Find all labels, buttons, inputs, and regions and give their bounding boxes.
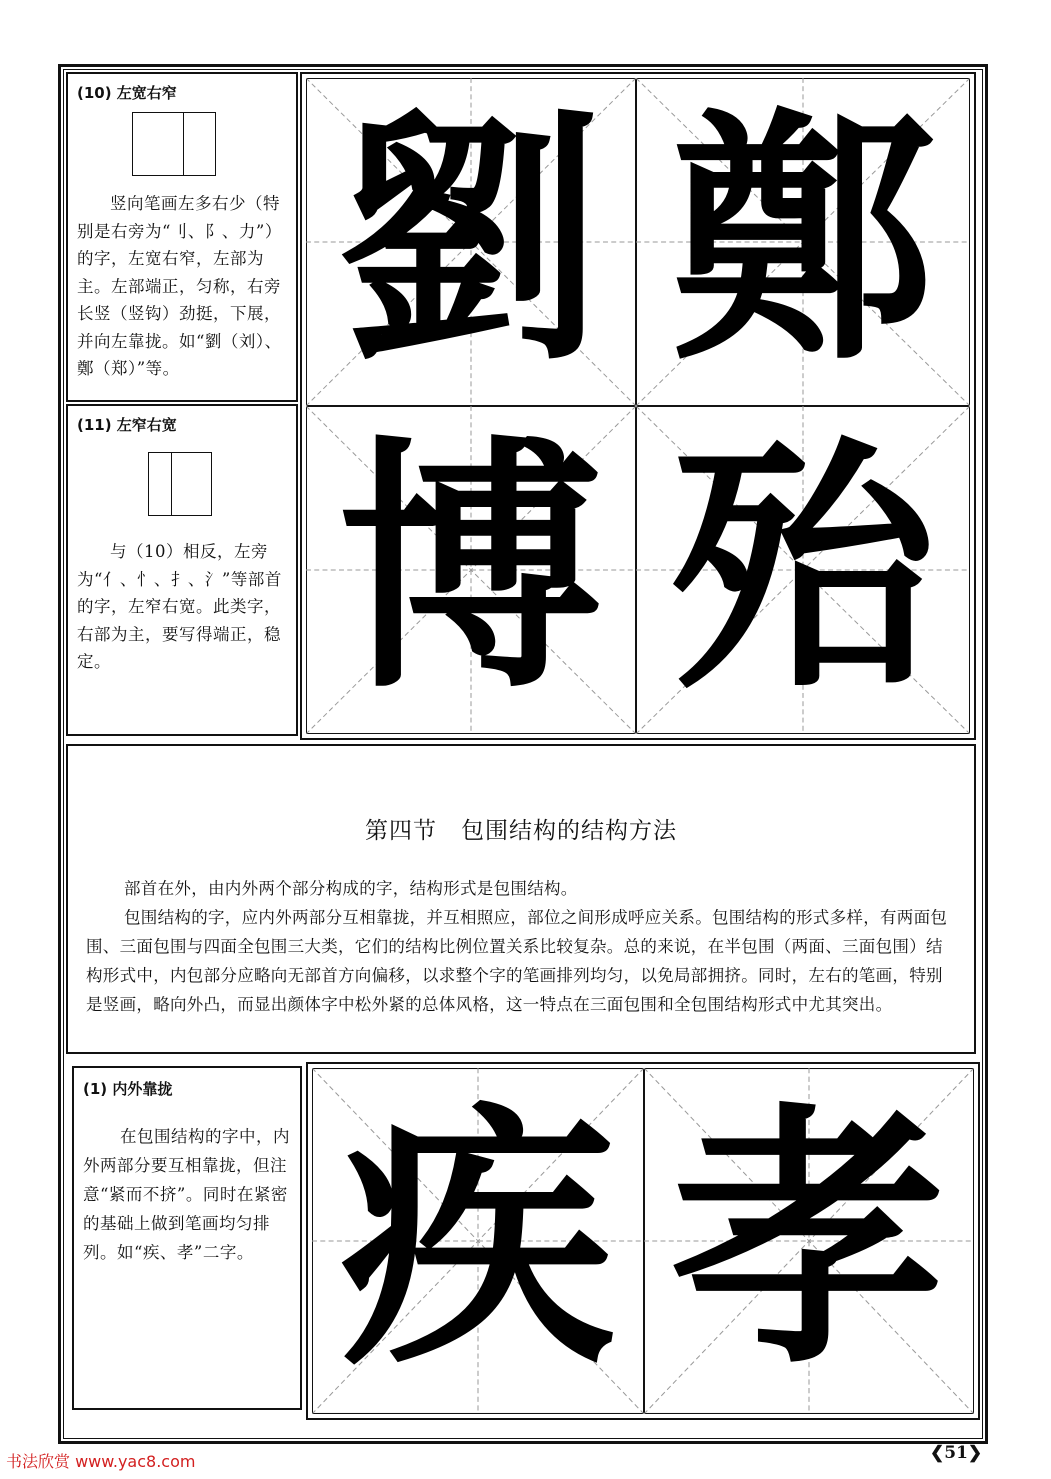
char-cell-1 [306,78,636,406]
bottom-character-grid [306,1062,980,1420]
section-11-box [66,404,298,736]
page-number-value: 51 [944,1443,968,1463]
left-wide-diagram [132,112,216,176]
page-number-left-mark: ❮ [930,1443,945,1463]
section-1-box [72,1066,302,1410]
section-1-text: 在包围结构的字中，内外两部分要互相靠拢，但注意“紧而不挤”。同时在紧密的基础上做到笔画均匀排列。如“疾、孝”二字。 [83,1127,290,1262]
top-character-grid [300,72,976,740]
section-1-heading: (1) 内外靠拢 [83,1080,173,1098]
page-number [930,1443,982,1463]
calligraphy-char-ji: 疾 [340,1080,616,1401]
calligraphy-char-bo: 博 [338,415,604,724]
chapter-title: 第四节 包围结构的结构方法 [365,818,677,844]
chapter-box [66,744,976,1054]
calligraphy-char-xiao: 孝 [671,1080,947,1401]
section-11-text: 与（10）相反，左旁为“亻、忄、扌、氵”等部首的字，左窄右宽。此类字，右部为主，要写得端正，稳定。 [77,542,282,671]
watermark: 书法欣赏 www.yac8.com [6,1452,196,1471]
char-cell-2 [636,78,970,406]
calligraphy-char-dai: 殆 [670,415,936,724]
left-narrow-diagram [148,452,212,516]
section-11-heading: (11) 左窄右宽 [77,416,177,434]
section-10-text: 竖向笔画左多右少（特别是右旁为“刂、阝、力”）的字，左宽右窄，左部为主。左部端正，匀称，右旁长竖（竖钩）劲挺，下展，并向左靠拢。如“劉（刘）、鄭（郑）”等。 [77,194,282,378]
section-10-heading: (10) 左宽右窄 [77,84,177,102]
section-10-box [66,72,298,402]
chapter-paragraph-2: 包围结构的字，应内外两部分互相靠拢，并互相照应，部位之间形成呼应关系。包围结构的形式多样，有两面包围、三面包围与四面全包围三大类，它们的结构比例位置关系比较复杂。总的来说，在半包围（两面、三面包围）结构形式中，内包部分应略向无部首方向偏移，以求整个字的笔画排列均匀，以免局部拥挤。同时，左右的笔画，特别是竖画，略向外凸，而显出颜体字中松外紧的总体风格，这一特点在三面包围和全包围结构形式中尤其突出。 [86,908,948,1014]
chapter-paragraph-1: 部首在外，由内外两个部分构成的字，结构形式是包围结构。 [124,879,578,898]
char-cell-3 [306,406,636,734]
calligraphy-char-zheng: 鄭 [670,87,936,396]
calligraphy-char-liu: 劉 [338,87,604,396]
page-number-right-mark: ❯ [967,1443,983,1463]
char-cell-5 [312,1068,644,1414]
char-cell-6 [644,1068,974,1414]
char-cell-4 [636,406,970,734]
